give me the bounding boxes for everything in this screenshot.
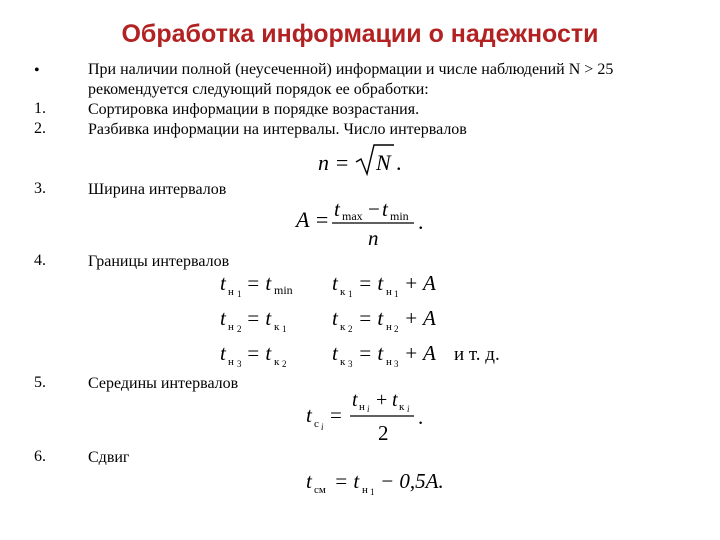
- svg-text:=: =: [330, 403, 342, 427]
- svg-text:2: 2: [237, 324, 242, 334]
- item-marker-1: 1.: [34, 100, 46, 117]
- svg-text:= t: = t: [358, 271, 384, 295]
- svg-text:и т. д.: и т. д.: [454, 344, 500, 365]
- item-marker-5: 5.: [34, 374, 46, 391]
- svg-text:к: к: [274, 356, 280, 368]
- svg-text:i: i: [367, 404, 370, 414]
- svg-text:к: к: [340, 286, 346, 298]
- svg-text:н: н: [228, 356, 234, 368]
- item-text-6: Сдвиг: [88, 449, 130, 466]
- svg-text:t: t: [334, 197, 340, 221]
- svg-text:t: t: [352, 389, 358, 411]
- svg-text:2: 2: [282, 359, 287, 369]
- item-text-3: Ширина интервалов: [88, 181, 227, 198]
- svg-text:−: −: [368, 197, 380, 221]
- item-text-5: Середины интервалов: [88, 375, 239, 392]
- item-text-1: Сортировка информации в порядке возрастания.: [88, 101, 420, 118]
- svg-text:.: .: [418, 209, 424, 234]
- item-text-2: Разбивка информации на интервалы. Число интервалов: [88, 121, 467, 138]
- svg-text:1: 1: [237, 289, 242, 299]
- svg-text:= t: = t: [246, 341, 272, 365]
- svg-text:+: +: [376, 389, 388, 411]
- page-title: Обработка информации о надежности: [121, 20, 599, 48]
- svg-text:1: 1: [370, 487, 375, 497]
- formula-interval-width: [290, 196, 440, 252]
- svg-text:.: .: [396, 150, 402, 175]
- svg-text:min: min: [274, 283, 293, 297]
- svg-text:+ A: + A: [404, 306, 436, 330]
- svg-text:+ A: + A: [404, 341, 436, 365]
- svg-text:к: к: [340, 321, 346, 333]
- svg-text:c: c: [314, 418, 319, 430]
- svg-text:3: 3: [348, 359, 353, 369]
- svg-text:= t: = t: [358, 306, 384, 330]
- svg-text:к: к: [399, 401, 405, 413]
- svg-text:к: к: [274, 321, 280, 333]
- svg-text:t: t: [306, 469, 312, 493]
- svg-text:t: t: [392, 389, 398, 411]
- svg-text:1: 1: [282, 324, 287, 334]
- svg-text:t: t: [382, 197, 388, 221]
- svg-text:n =: n =: [318, 150, 350, 175]
- svg-text:3: 3: [237, 359, 242, 369]
- svg-text:i: i: [321, 422, 324, 432]
- svg-text:− 0,5A.: − 0,5A.: [380, 469, 444, 493]
- svg-text:.: .: [418, 405, 424, 429]
- svg-text:t: t: [332, 306, 338, 330]
- formula-interval-midpoint: [300, 386, 440, 446]
- svg-text:н: н: [228, 321, 234, 333]
- svg-text:max: max: [342, 209, 363, 223]
- item-marker-3: 3.: [34, 180, 46, 197]
- item-marker-4: 4.: [34, 252, 46, 269]
- svg-text:3: 3: [394, 359, 399, 369]
- formula-interval-count: [310, 140, 420, 180]
- svg-text:= t: = t: [246, 271, 272, 295]
- bound-row-1: [220, 271, 436, 299]
- svg-text:A =: A =: [296, 207, 330, 232]
- svg-text:н: н: [386, 321, 392, 333]
- svg-text:1: 1: [348, 289, 353, 299]
- svg-text:= t: = t: [334, 469, 360, 493]
- formula-interval-bounds: [210, 262, 520, 372]
- item-marker-2: 2.: [34, 120, 46, 137]
- svg-text:н: н: [362, 484, 368, 496]
- intro-line-2: рекомендуется следующий порядок ее обработки:: [88, 81, 429, 98]
- formula-shift: [300, 462, 460, 502]
- svg-text:2: 2: [378, 421, 389, 445]
- svg-text:н: н: [386, 286, 392, 298]
- svg-text:i: i: [407, 404, 410, 414]
- svg-text:t: t: [220, 341, 226, 365]
- bullet-marker: •: [34, 62, 40, 79]
- bound-row-2: [220, 306, 436, 334]
- svg-text:t: t: [332, 341, 338, 365]
- svg-text:2: 2: [394, 324, 399, 334]
- svg-text:н: н: [359, 401, 365, 413]
- item-text-4: Границы интервалов: [88, 253, 230, 270]
- svg-text:н: н: [386, 356, 392, 368]
- svg-text:н: н: [228, 286, 234, 298]
- item-marker-6: 6.: [34, 448, 46, 465]
- svg-text:t: t: [220, 306, 226, 330]
- svg-text:2: 2: [348, 324, 353, 334]
- svg-text:t: t: [332, 271, 338, 295]
- bound-row-3: [220, 341, 500, 369]
- svg-text:t: t: [306, 403, 312, 427]
- svg-text:= t: = t: [358, 341, 384, 365]
- intro-line-1: При наличии полной (неусеченной) информации и числе наблюдений N > 25: [88, 61, 614, 78]
- svg-text:1: 1: [394, 289, 399, 299]
- svg-text:N: N: [376, 150, 391, 175]
- svg-text:n: n: [368, 226, 379, 250]
- svg-text:= t: = t: [246, 306, 272, 330]
- svg-text:min: min: [390, 209, 409, 223]
- svg-text:см: см: [314, 484, 326, 496]
- svg-text:к: к: [340, 356, 346, 368]
- svg-text:+ A: + A: [404, 271, 436, 295]
- svg-text:t: t: [220, 271, 226, 295]
